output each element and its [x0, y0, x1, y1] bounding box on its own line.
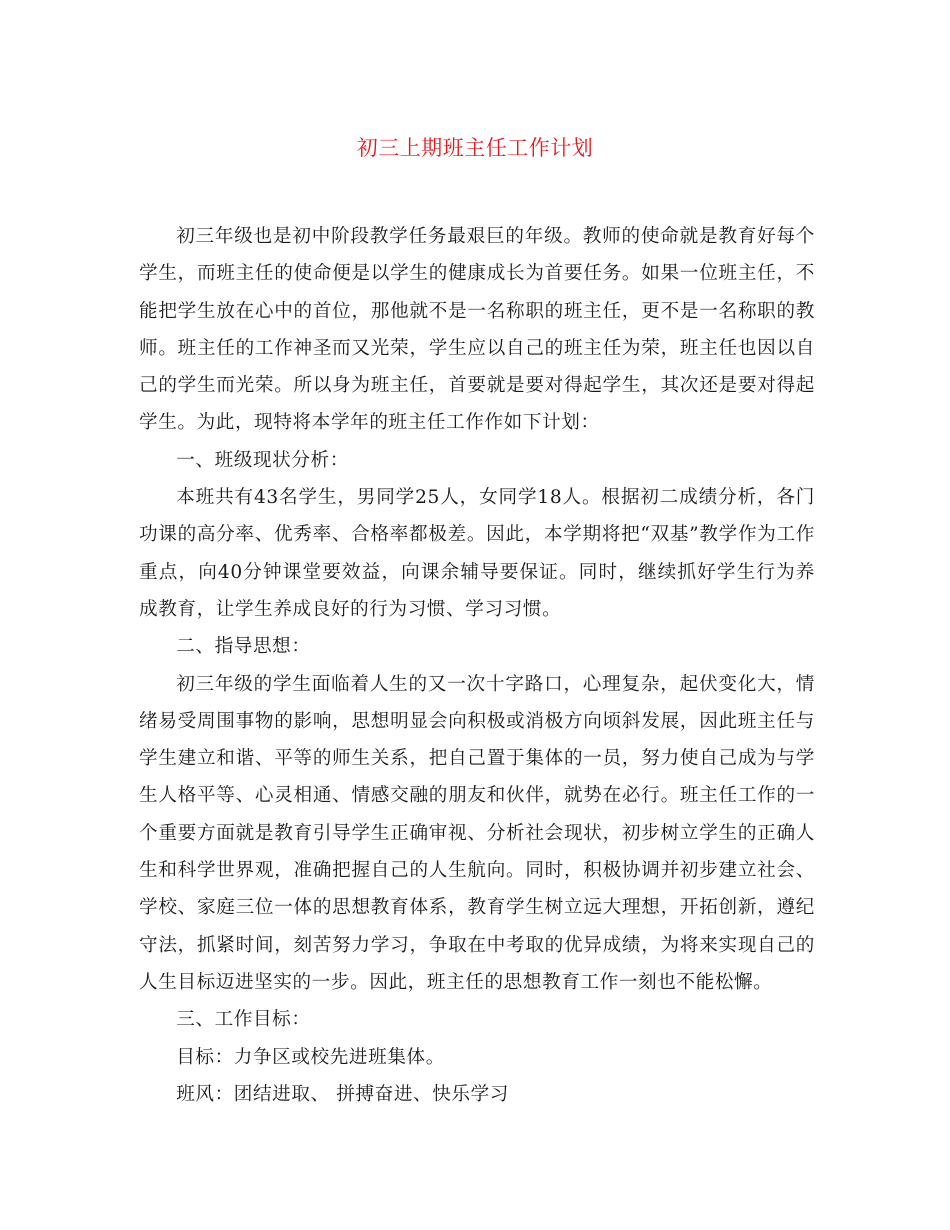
document-title: 初三上期班主任工作计划: [356, 136, 594, 160]
guiding-ideas-paragraph: 初三年级的学生面临着人生的又一次十字路口，心理复杂，起伏变化大，情绪易受周围事物的影响，思想明显会向积极或消极方向顷斜发展，因此班主任与学生建立和谐、平等的师生关系，把自己置于集体的一员，努力使自己成为与学生人格平等、心灵相通、情感交融的朋友和伙伴，就势在必行。班主任工作的一个重要方面就是教育引导学生正确审视、分析社会现状，初步树立学生的正确人生和科学世界观，准确把握自己的人生航向。同时，积极协调并初步建立社会、学校、家庭三位一体的思想教育体系，教育学生树立远大理想，开拓创新，遵纪守法，抓紧时间，刻苦努力学习，争取在中考取的优异成绩，为将来实现自己的人生目标迈进坚实的一步。因此，班主任的思想教育工作一刻也不能松懈。: [139, 673, 815, 993]
goal-line: 目标：力争区或校先进班集体。: [176, 1046, 445, 1068]
class-analysis-paragraph: 本班共有43名学生，男同学25人，女同学18人。根据初二成绩分析，各门功课的高分率、优秀率、合格率都极差。因此，本学期将把“双基”教学作为工作重点，向40分钟课堂要效益，向课余辅导要保证。同时，继续抓好学生行为养成教育，让学生养成良好的行为习惯、学习习惯。: [139, 487, 815, 620]
document-body: [139, 218, 815, 1113]
section-heading-guiding-ideas: 二、指导思想：: [176, 636, 311, 658]
intro-paragraph: 初三年级也是初中阶段教学任务最艰巨的年级。教师的使命就是教育好每个学生，而班主任的使命便是以学生的健康成长为首要任务。如果一位班主任，不能把学生放在心中的首位，那他就不是一名称职的班主任，更不是一名称职的教师。班主任的工作神圣而又光荣，学生应以自己的班主任为荣，班主任也因以自己的学生而光荣。所以身为班主任，首要就是要对得起学生，其次还是要对得起学生。为此，现特将本学年的班主任工作作如下计划：: [139, 226, 815, 434]
section-heading-work-goals: 三、工作目标：: [176, 1009, 311, 1031]
section-heading-class-analysis: 一、班级现状分析：: [176, 449, 349, 471]
class-style-line: 班风：团结进取、 拼搏奋进、快乐学习: [176, 1083, 509, 1105]
